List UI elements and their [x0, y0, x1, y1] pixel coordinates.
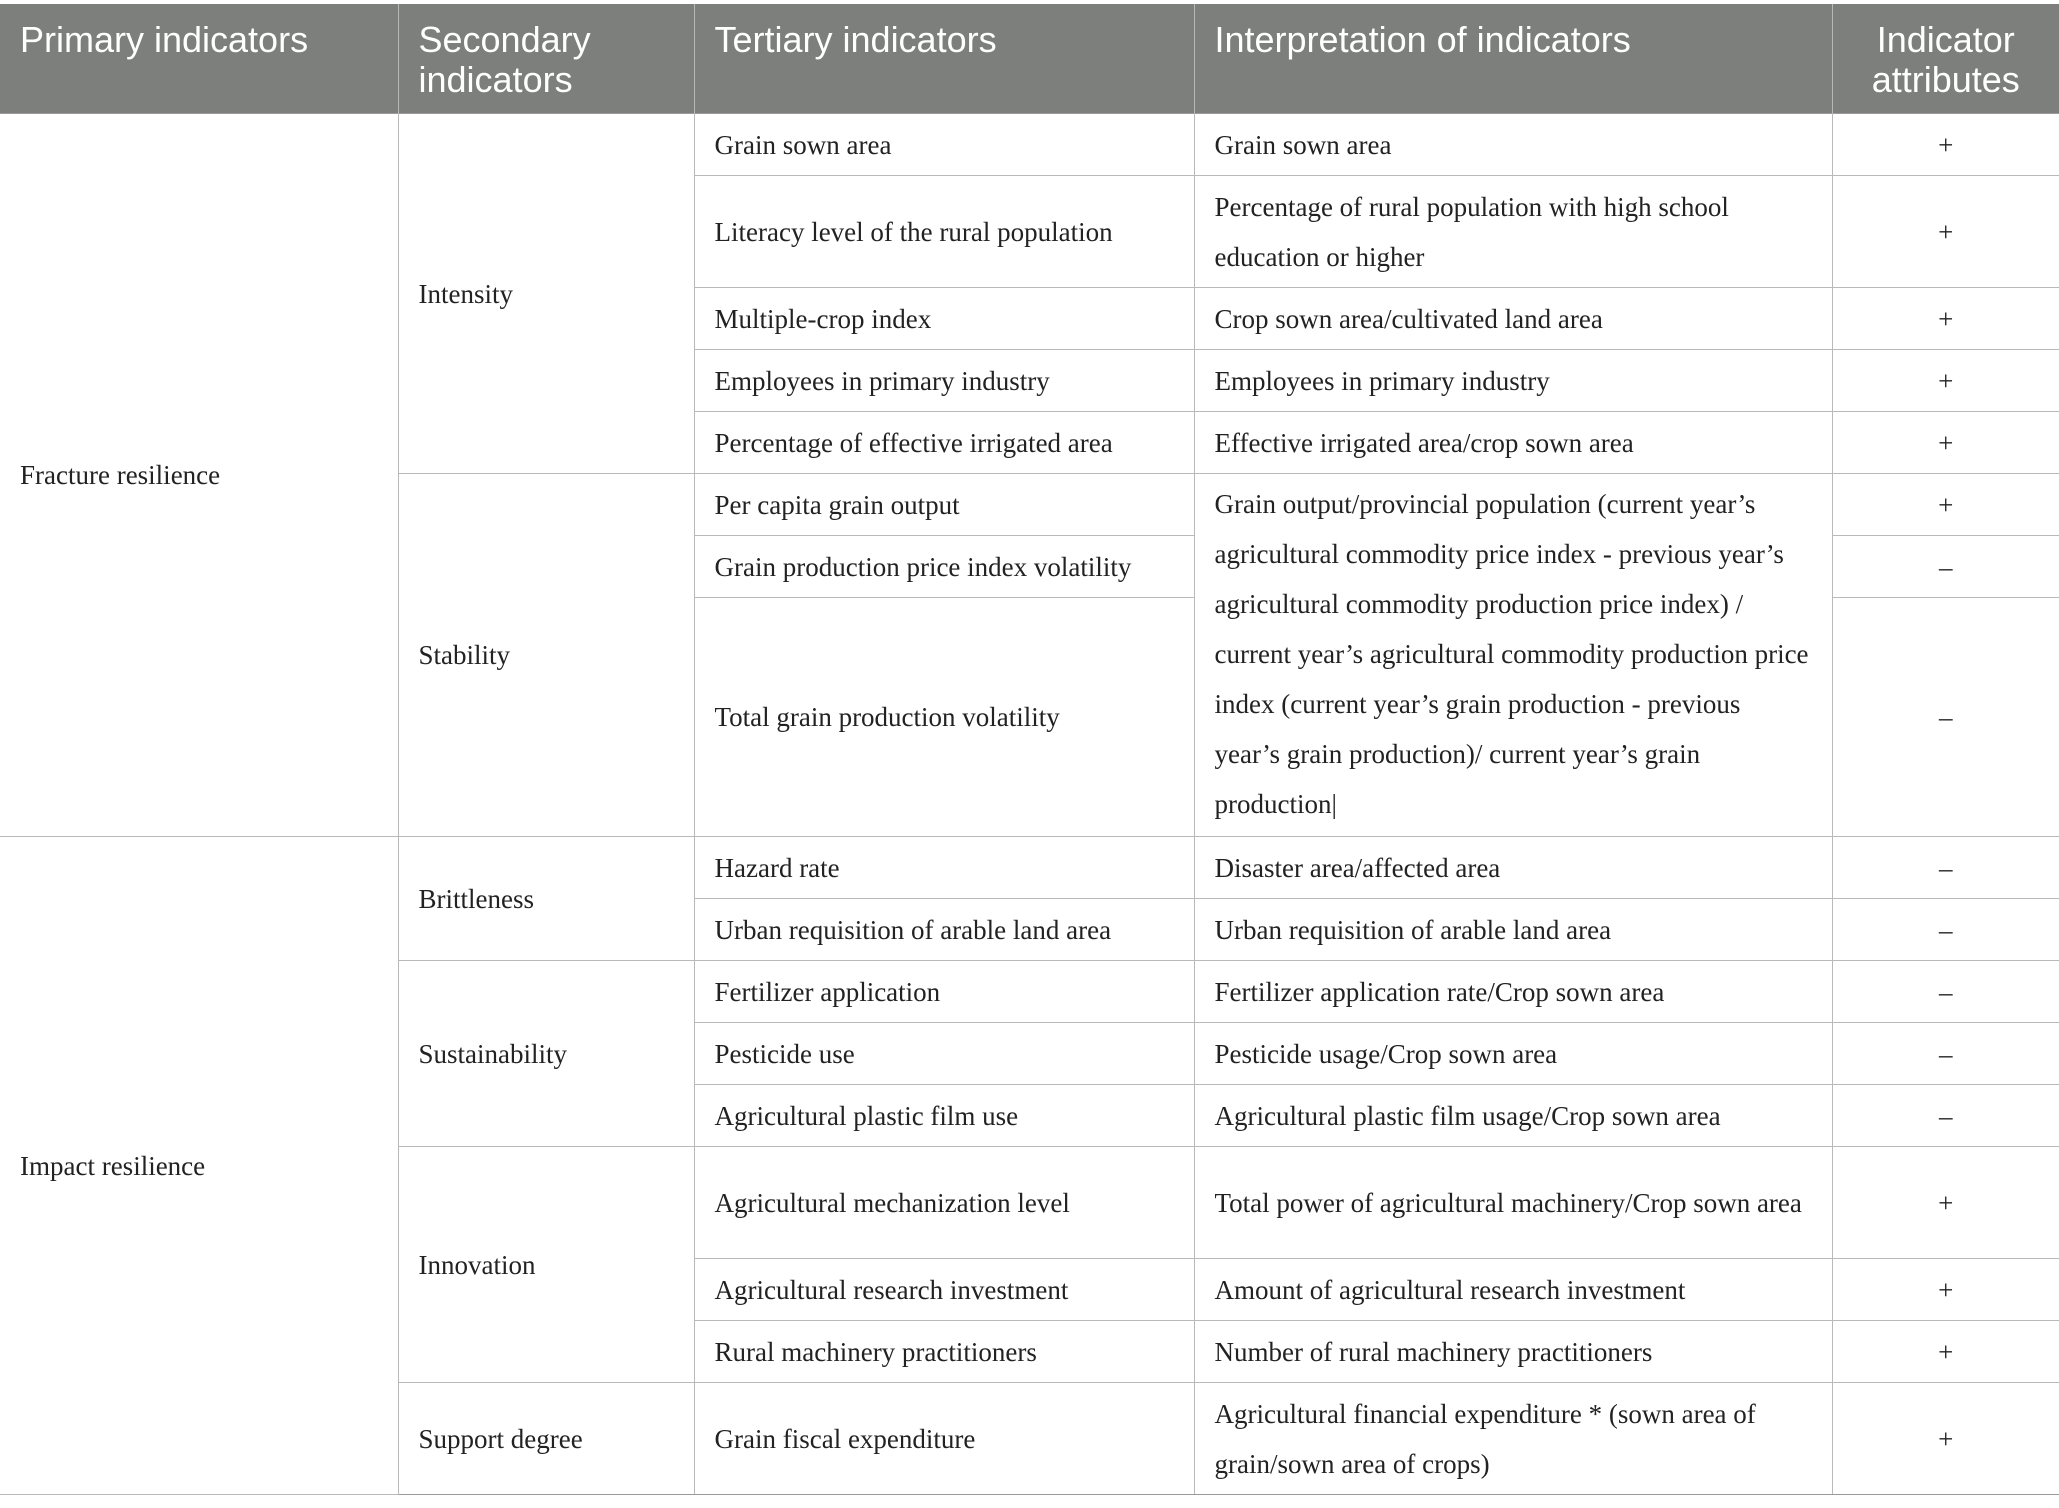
attribute-cell: –	[1832, 1023, 2059, 1085]
tertiary-cell: Percentage of effective irrigated area	[694, 412, 1194, 474]
attribute-cell: +	[1832, 176, 2059, 288]
tertiary-cell: Total grain production volatility	[694, 598, 1194, 837]
tertiary-cell: Employees in primary industry	[694, 350, 1194, 412]
attribute-cell: –	[1832, 899, 2059, 961]
tertiary-cell: Grain fiscal expenditure	[694, 1383, 1194, 1495]
tertiary-cell: Agricultural plastic film use	[694, 1085, 1194, 1147]
tertiary-cell: Hazard rate	[694, 837, 1194, 899]
secondary-cell-sustainability: Sustainability	[398, 961, 694, 1147]
table-row	[0, 114, 2059, 176]
header-interpretation: Interpretation of indicators	[1194, 4, 1832, 114]
interpretation-cell: Grain sown area	[1194, 114, 1832, 176]
header-row	[0, 4, 2059, 114]
tertiary-cell: Grain production price index volatility	[694, 536, 1194, 598]
header-secondary-line2: indicators	[418, 59, 573, 100]
tertiary-cell: Rural machinery practitioners	[694, 1321, 1194, 1383]
interpretation-cell: Disaster area/affected area	[1194, 837, 1832, 899]
attribute-cell: +	[1832, 474, 2059, 536]
attribute-cell: +	[1832, 114, 2059, 176]
primary-cell-fracture-resilience: Fracture resilience	[0, 114, 398, 837]
attribute-cell: +	[1832, 288, 2059, 350]
interpretation-cell: Total power of agricultural machinery/Crop sown area	[1194, 1147, 1832, 1259]
tertiary-cell: Urban requisition of arable land area	[694, 899, 1194, 961]
header-secondary-line1: Secondary	[418, 19, 591, 60]
interpretation-cell: Agricultural financial expenditure * (sown area of grain/sown area of crops)	[1194, 1383, 1832, 1495]
interpretation-cell: Effective irrigated area/crop sown area	[1194, 412, 1832, 474]
tertiary-cell: Multiple-crop index	[694, 288, 1194, 350]
secondary-cell-support-degree: Support degree	[398, 1383, 694, 1495]
header-attributes-line1: Indicator	[1876, 19, 2015, 60]
secondary-cell-stability: Stability	[398, 474, 694, 837]
tertiary-cell: Literacy level of the rural population	[694, 176, 1194, 288]
attribute-cell: –	[1832, 536, 2059, 598]
tertiary-cell: Grain sown area	[694, 114, 1194, 176]
header-secondary-indicators	[398, 4, 694, 114]
tertiary-cell: Fertilizer application	[694, 961, 1194, 1023]
header-indicator-attributes	[1832, 4, 2059, 114]
attribute-cell: +	[1832, 1321, 2059, 1383]
attribute-cell: +	[1832, 1259, 2059, 1321]
attribute-cell: –	[1832, 837, 2059, 899]
interpretation-cell: Pesticide usage/Crop sown area	[1194, 1023, 1832, 1085]
tertiary-cell: Agricultural mechanization level	[694, 1147, 1194, 1259]
interpretation-cell: Crop sown area/cultivated land area	[1194, 288, 1832, 350]
interpretation-cell: Employees in primary industry	[1194, 350, 1832, 412]
header-tertiary-indicators: Tertiary indicators	[694, 4, 1194, 114]
tertiary-cell: Agricultural research investment	[694, 1259, 1194, 1321]
indicator-table	[0, 4, 2059, 1495]
primary-cell-impact-resilience: Impact resilience	[0, 837, 398, 1495]
secondary-cell-brittleness: Brittleness	[398, 837, 694, 961]
table-header	[0, 4, 2059, 114]
interpretation-cell: Agricultural plastic film usage/Crop sown area	[1194, 1085, 1832, 1147]
tertiary-cell: Per capita grain output	[694, 474, 1194, 536]
attribute-cell: +	[1832, 350, 2059, 412]
interpretation-cell: Number of rural machinery practitioners	[1194, 1321, 1832, 1383]
attribute-cell: –	[1832, 1085, 2059, 1147]
attribute-cell: –	[1832, 961, 2059, 1023]
header-primary-indicators: Primary indicators	[0, 4, 398, 114]
interpretation-cell-stability: Grain output/provincial population (current year’s agricultural commodity price index - previous year’s agricultural commodity production price index) / current year’s agricultural commodity production price index (current year’s grain production - previous year’s grain production)/ current year’s grain production|	[1194, 474, 1832, 837]
interpretation-cell: Percentage of rural population with high school education or higher	[1194, 176, 1832, 288]
interpretation-cell: Amount of agricultural research investment	[1194, 1259, 1832, 1321]
table-row	[0, 837, 2059, 899]
attribute-cell: +	[1832, 1383, 2059, 1495]
header-attributes-line2: attributes	[1871, 59, 2020, 100]
attribute-cell: –	[1832, 598, 2059, 837]
attribute-cell: +	[1832, 412, 2059, 474]
table-body	[0, 114, 2059, 1495]
attribute-cell: +	[1832, 1147, 2059, 1259]
tertiary-cell: Pesticide use	[694, 1023, 1194, 1085]
interpretation-cell: Urban requisition of arable land area	[1194, 899, 1832, 961]
secondary-cell-innovation: Innovation	[398, 1147, 694, 1383]
secondary-cell-intensity: Intensity	[398, 114, 694, 474]
interpretation-cell: Fertilizer application rate/Crop sown area	[1194, 961, 1832, 1023]
